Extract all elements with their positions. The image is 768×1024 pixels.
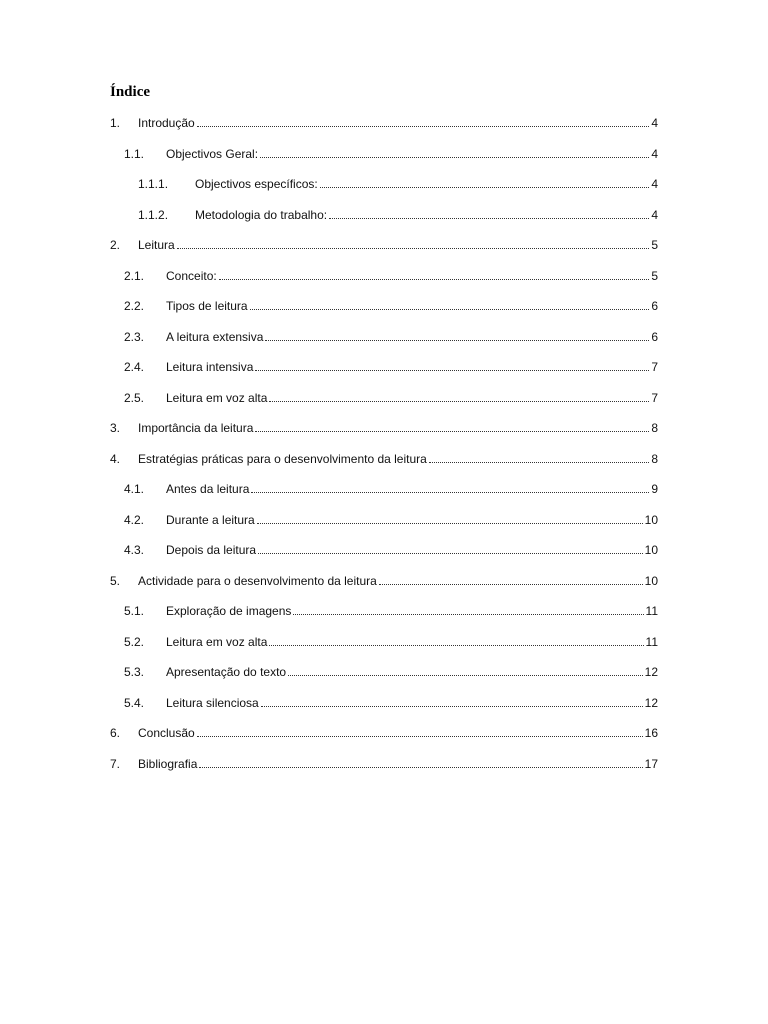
toc-entry-line: [166, 696, 658, 710]
toc-entry[interactable]: [110, 749, 658, 780]
toc-entry-page-number: 7: [651, 390, 658, 405]
toc-entry-number: 2.3.: [124, 329, 145, 344]
toc-entry[interactable]: [110, 139, 658, 170]
dot-leader: [269, 645, 643, 646]
toc-entry-number: 2.1.: [124, 268, 145, 283]
toc-entry-page-number: 5: [651, 268, 658, 283]
toc-entry-number: 1.1.1.: [138, 177, 169, 192]
toc-entry-title[interactable]: Objectivos específicos:: [195, 177, 318, 192]
toc-entry-page-number: 6: [651, 299, 658, 314]
dot-leader: [320, 187, 650, 188]
toc-entry-title[interactable]: Introdução: [138, 116, 195, 131]
toc-entry[interactable]: [110, 444, 658, 475]
toc-entry[interactable]: [110, 657, 658, 688]
toc-entry[interactable]: [110, 627, 658, 658]
dot-leader: [197, 736, 643, 737]
toc-entry-number: 4.3.: [124, 543, 145, 558]
toc-entry-title[interactable]: Conceito:: [166, 268, 217, 283]
toc-entry-title[interactable]: Estratégias práticas para o desenvolvimento da leitura: [138, 451, 427, 466]
toc-entry[interactable]: [110, 596, 658, 627]
toc-entry[interactable]: [110, 261, 658, 292]
toc-entry-line: [138, 574, 658, 588]
toc-entry-line: [166, 269, 658, 283]
dot-leader: [199, 767, 642, 768]
toc-entry-title[interactable]: Leitura silenciosa: [166, 695, 259, 710]
toc-entry[interactable]: [110, 352, 658, 383]
toc-entry-number: 5.3.: [124, 665, 145, 680]
dot-leader: [265, 340, 649, 341]
toc-entry-line: [195, 208, 658, 222]
toc-entry-page-number: 11: [645, 604, 658, 619]
toc-entry-page-number: 6: [651, 329, 658, 344]
toc-entry-title[interactable]: Leitura: [138, 238, 175, 253]
toc-entry-number: 2.: [110, 238, 121, 253]
toc-entry-title[interactable]: A leitura extensiva: [166, 329, 264, 344]
toc-entry-page-number: 17: [644, 756, 658, 771]
toc-entry-line: [166, 635, 658, 649]
toc-entry[interactable]: [110, 108, 658, 139]
dot-leader: [258, 553, 643, 554]
toc-entry-page-number: 9: [651, 482, 658, 497]
toc-entry-page-number: 8: [651, 451, 658, 466]
toc-entry-line: [166, 513, 658, 527]
toc-entry-line: [166, 604, 658, 618]
toc-entry-title[interactable]: Objectivos Geral:: [166, 146, 259, 161]
dot-leader: [257, 523, 643, 524]
toc-title: Índice: [110, 84, 151, 100]
toc-entry-number: 4.1.: [124, 482, 145, 497]
toc-entry-line: [138, 757, 658, 771]
toc-entry-line: [138, 238, 658, 252]
dot-leader: [260, 157, 649, 158]
toc-entry-number: 1.: [110, 116, 121, 131]
toc-entry-page-number: 10: [644, 543, 658, 558]
toc-entry[interactable]: [110, 505, 658, 536]
toc-entry-line: [138, 452, 658, 466]
toc-entry[interactable]: [110, 383, 658, 414]
dot-leader: [261, 706, 643, 707]
toc-entry-number: 3.: [110, 421, 121, 436]
toc-entry-number: 5.4.: [124, 695, 145, 710]
dot-leader: [251, 492, 649, 493]
dot-leader: [197, 126, 650, 127]
toc-entry-title[interactable]: Exploração de imagens: [166, 604, 292, 619]
toc-entry-page-number: 4: [651, 116, 658, 131]
toc-entry-number: 6.: [110, 726, 121, 741]
toc-entry-number: 7.: [110, 756, 121, 771]
toc-entry-line: [138, 116, 658, 130]
toc-entry-number: 2.4.: [124, 360, 145, 375]
dot-leader: [219, 279, 650, 280]
toc-entry-line: [166, 482, 658, 496]
toc-entry-line: [166, 330, 658, 344]
toc-entry-number: 5.1.: [124, 604, 145, 619]
toc-entry-title[interactable]: Antes da leitura: [166, 482, 250, 497]
toc-entry-title[interactable]: Depois da leitura: [166, 543, 257, 558]
toc-entry-title[interactable]: Bibliografia: [138, 756, 198, 771]
toc-entry[interactable]: [110, 566, 658, 597]
toc-entry[interactable]: [110, 718, 658, 749]
toc-entry-title[interactable]: Apresentação do texto: [166, 665, 287, 680]
toc-entry-number: 2.5.: [124, 390, 145, 405]
toc-entry-number: 1.1.: [124, 146, 145, 161]
toc-entry-number: 4.2.: [124, 512, 145, 527]
toc-entry-number: 4.: [110, 451, 121, 466]
toc-entry[interactable]: [110, 230, 658, 261]
toc-entry-page-number: 11: [645, 634, 658, 649]
toc-entry[interactable]: [110, 474, 658, 505]
dot-leader: [429, 462, 649, 463]
toc-entry-page-number: 12: [644, 695, 658, 710]
toc-entry-page-number: 10: [644, 512, 658, 527]
toc-entry-line: [166, 665, 658, 679]
toc-entry-page-number: 16: [644, 726, 658, 741]
dot-leader: [293, 614, 643, 615]
toc-entry-page-number: 4: [651, 207, 658, 222]
toc-entry-title[interactable]: Leitura em voz alta: [166, 390, 268, 405]
toc-entry-line: [166, 391, 658, 405]
toc-entry-number: 5.: [110, 573, 121, 588]
toc-entry-line: [166, 360, 658, 374]
dot-leader: [255, 370, 649, 371]
toc-entry[interactable]: [110, 535, 658, 566]
toc-entry-page-number: 10: [644, 573, 658, 588]
toc-entry-page-number: 8: [651, 421, 658, 436]
toc-entry-title[interactable]: Leitura em voz alta: [166, 634, 268, 649]
dot-leader: [288, 675, 643, 676]
toc-entry[interactable]: [110, 291, 658, 322]
toc-entry-title[interactable]: Metodologia do trabalho:: [195, 207, 328, 222]
table-of-contents: [110, 108, 658, 779]
toc-entry-title[interactable]: Leitura intensiva: [166, 360, 254, 375]
toc-entry-number: 1.1.2.: [138, 207, 169, 222]
toc-entry-page-number: 7: [651, 360, 658, 375]
toc-entry-page-number: 5: [651, 238, 658, 253]
dot-leader: [379, 584, 643, 585]
toc-entry-line: [195, 177, 658, 191]
toc-entry-number: 5.2.: [124, 634, 145, 649]
toc-entry-title[interactable]: Importância da leitura: [138, 421, 254, 436]
toc-entry-title[interactable]: Tipos de leitura: [166, 299, 248, 314]
dot-leader: [269, 401, 649, 402]
toc-entry-title[interactable]: Conclusão: [138, 726, 195, 741]
dot-leader: [177, 248, 650, 249]
toc-entry[interactable]: [110, 413, 658, 444]
dot-leader: [250, 309, 650, 310]
toc-entry[interactable]: [110, 322, 658, 353]
dot-leader: [329, 218, 649, 219]
toc-entry[interactable]: [110, 688, 658, 719]
toc-entry-title[interactable]: Actividade para o desenvolvimento da leitura: [138, 573, 377, 588]
toc-entry-title[interactable]: Durante a leitura: [166, 512, 255, 527]
toc-entry-line: [166, 543, 658, 557]
toc-entry-line: [138, 726, 658, 740]
toc-entry[interactable]: [110, 200, 658, 231]
dot-leader: [255, 431, 649, 432]
toc-entry-line: [166, 147, 658, 161]
toc-entry-line: [166, 299, 658, 313]
toc-entry[interactable]: [110, 169, 658, 200]
toc-entry-page-number: 12: [644, 665, 658, 680]
toc-entry-number: 2.2.: [124, 299, 145, 314]
toc-entry-page-number: 4: [651, 177, 658, 192]
toc-entry-line: [138, 421, 658, 435]
toc-entry-page-number: 4: [651, 146, 658, 161]
